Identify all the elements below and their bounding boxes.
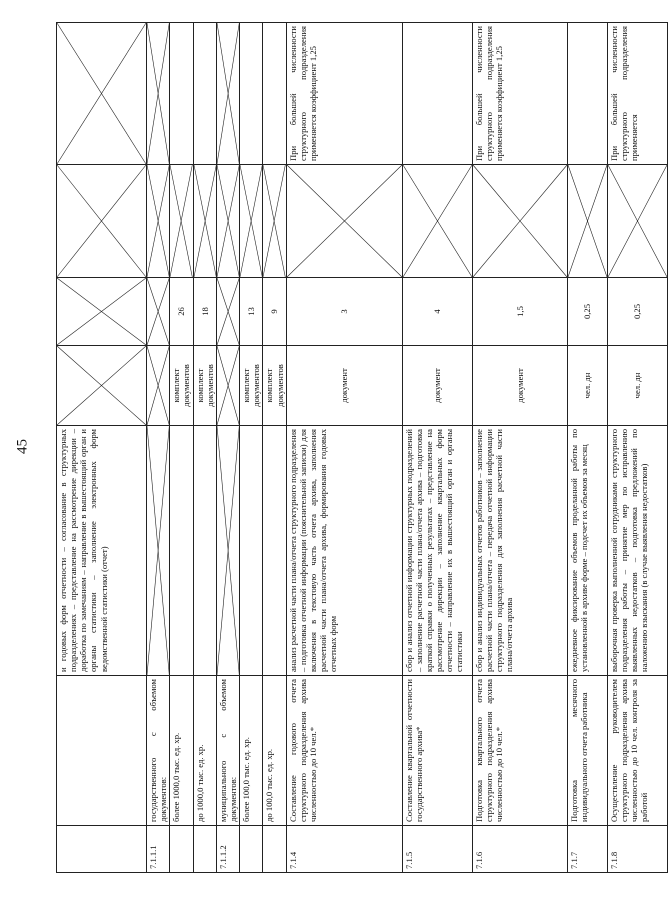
row-number: 7.1.8 bbox=[607, 826, 667, 873]
row-number bbox=[57, 826, 147, 873]
row-unit: комплект документов bbox=[240, 346, 263, 426]
row-unit: комплект документов bbox=[263, 346, 286, 426]
row-content bbox=[240, 426, 263, 676]
row-number bbox=[263, 826, 286, 873]
norms-table bbox=[56, 22, 668, 873]
crossed-out-cell bbox=[170, 165, 193, 278]
row-content: выборочная проверка выполненной сотрудниками структурного подразделения работы – принятие мер по исправлению выявленных недостатков – подготовка предложений по наложению взыскания (в случае выявления недостатков) bbox=[607, 426, 667, 676]
table-row bbox=[472, 23, 567, 873]
row-norm: 0,25 bbox=[567, 278, 607, 346]
row-content bbox=[170, 426, 193, 676]
rotated-page bbox=[56, 23, 650, 873]
row-norm: 9 bbox=[263, 278, 286, 346]
page-number: 45 bbox=[14, 439, 31, 454]
row-content: ежедневное фиксирование объемов проделанной работы по установленной в архиве форме – подсчет их объемов за месяц bbox=[567, 426, 607, 676]
row-number: 7.1.6 bbox=[472, 826, 567, 873]
row-name: Осуществление руководителем структурного подразделения архива численностью до 10 чел. контроля за работой bbox=[607, 676, 667, 826]
row-name: Составление квартальной отчетности государственного архива* bbox=[402, 676, 472, 826]
crossed-out-cell bbox=[216, 165, 239, 278]
row-norm: 3 bbox=[286, 278, 402, 346]
row-norm: 18 bbox=[193, 278, 216, 346]
crossed-out-cell bbox=[147, 278, 170, 346]
row-name bbox=[57, 676, 147, 826]
table-row bbox=[147, 23, 170, 873]
row-norm: 13 bbox=[240, 278, 263, 346]
table-row bbox=[57, 23, 147, 873]
row-content: сбор и анализ отчетной информации структурных подразделений – заполнение расчетной части плана/отчета архива – подготовка краткой справки о полученных результатах – представление на рассмотрение дирекции – заполнение квартальных форм отчетности – направление их в вышестоящий орган и органы статистики bbox=[402, 426, 472, 676]
row-content: и годовых форм отчетности – согласование в структурных подразделениях – представление на рассмотрение дирекции – доработка по замечаниям – направление в вышестоящий орган и органы статистики – заполнение электронных форм ведомственной статистики (отчет) bbox=[57, 426, 147, 676]
crossed-out-cell bbox=[193, 165, 216, 278]
crossed-out-cell bbox=[147, 426, 170, 676]
row-note bbox=[193, 23, 216, 165]
row-number: 7.1.7 bbox=[567, 826, 607, 873]
row-unit: комплект документов bbox=[193, 346, 216, 426]
row-content bbox=[193, 426, 216, 676]
row-number: 7.1.1.2 bbox=[216, 826, 239, 873]
row-note bbox=[240, 23, 263, 165]
row-number bbox=[170, 826, 193, 873]
row-name: муниципального с объемом документов: bbox=[216, 676, 239, 826]
crossed-out-cell bbox=[567, 165, 607, 278]
row-content: сбор и анализ индивидуальных отчетов работников – заполнение расчетной части плана/отчета – передача отчетной информации структурного подразделения для заполнения расчетной части плана/отчета архива bbox=[472, 426, 567, 676]
row-name: более 1000,0 тыс. ед. хр. bbox=[170, 676, 193, 826]
table-row bbox=[567, 23, 607, 873]
row-number: 7.1.5 bbox=[402, 826, 472, 873]
row-unit: документ bbox=[286, 346, 402, 426]
crossed-out-cell bbox=[240, 165, 263, 278]
table-row bbox=[170, 23, 193, 873]
row-name: Подготовка месячного индивидуального отчета работника bbox=[567, 676, 607, 826]
crossed-out-cell bbox=[57, 23, 147, 165]
crossed-out-cell bbox=[216, 346, 239, 426]
crossed-out-cell bbox=[216, 426, 239, 676]
row-norm: 1,5 bbox=[472, 278, 567, 346]
row-unit: комплект документов bbox=[170, 346, 193, 426]
row-note bbox=[263, 23, 286, 165]
table-row bbox=[193, 23, 216, 873]
row-number bbox=[240, 826, 263, 873]
row-name: Подготовка квартального отчета структурного подразделения архива численностью до 10 чел.* bbox=[472, 676, 567, 826]
crossed-out-cell bbox=[216, 23, 239, 165]
row-name: более 100,0 тыс. ед. хр. bbox=[240, 676, 263, 826]
crossed-out-cell bbox=[472, 165, 567, 278]
row-number: 7.1.4 bbox=[286, 826, 402, 873]
row-note: При большей численности структурного подразделения применяется коэффициент 1,25 bbox=[472, 23, 567, 165]
crossed-out-cell bbox=[147, 346, 170, 426]
table-row bbox=[286, 23, 402, 873]
crossed-out-cell bbox=[607, 165, 667, 278]
row-unit: документ bbox=[402, 346, 472, 426]
row-content bbox=[263, 426, 286, 676]
table-row bbox=[240, 23, 263, 873]
row-norm: 4 bbox=[402, 278, 472, 346]
crossed-out-cell bbox=[57, 346, 147, 426]
row-unit: документ bbox=[472, 346, 567, 426]
row-norm: 26 bbox=[170, 278, 193, 346]
table-row bbox=[607, 23, 667, 873]
table-row bbox=[402, 23, 472, 873]
crossed-out-cell bbox=[216, 278, 239, 346]
row-number: 7.1.1.1 bbox=[147, 826, 170, 873]
crossed-out-cell bbox=[402, 165, 472, 278]
row-name: государственного с объемом документов: bbox=[147, 676, 170, 826]
row-name: до 1000,0 тыс. ед. хр. bbox=[193, 676, 216, 826]
row-norm: 0,25 bbox=[607, 278, 667, 346]
crossed-out-cell bbox=[263, 165, 286, 278]
row-note: При большей численности структурного подразделения применяется коэффициент 1,25 bbox=[286, 23, 402, 165]
row-note: При большей численности структурного подразделения применяется bbox=[607, 23, 667, 165]
row-note bbox=[170, 23, 193, 165]
crossed-out-cell bbox=[147, 165, 170, 278]
row-name: Составление годового отчета структурного подразделения архива численностью до 10 чел.* bbox=[286, 676, 402, 826]
table-row bbox=[216, 23, 239, 873]
row-name: до 100,0 тыс. ед. хр. bbox=[263, 676, 286, 826]
crossed-out-cell bbox=[286, 165, 402, 278]
row-number bbox=[193, 826, 216, 873]
row-note bbox=[567, 23, 607, 165]
crossed-out-cell bbox=[57, 165, 147, 278]
table-row bbox=[263, 23, 286, 873]
row-unit: чел. дн bbox=[567, 346, 607, 426]
row-unit: чел. дн bbox=[607, 346, 667, 426]
row-note bbox=[402, 23, 472, 165]
crossed-out-cell bbox=[147, 23, 170, 165]
row-content: анализ расчетной части плана/отчета структурного подразделения – подготовка отчетной информации (пояснительной записки) для включения в текстовую часть отчета архива, заполнения расчетной части плана/отчета архива, формирования годовых отчетных форм bbox=[286, 426, 402, 676]
crossed-out-cell bbox=[57, 278, 147, 346]
